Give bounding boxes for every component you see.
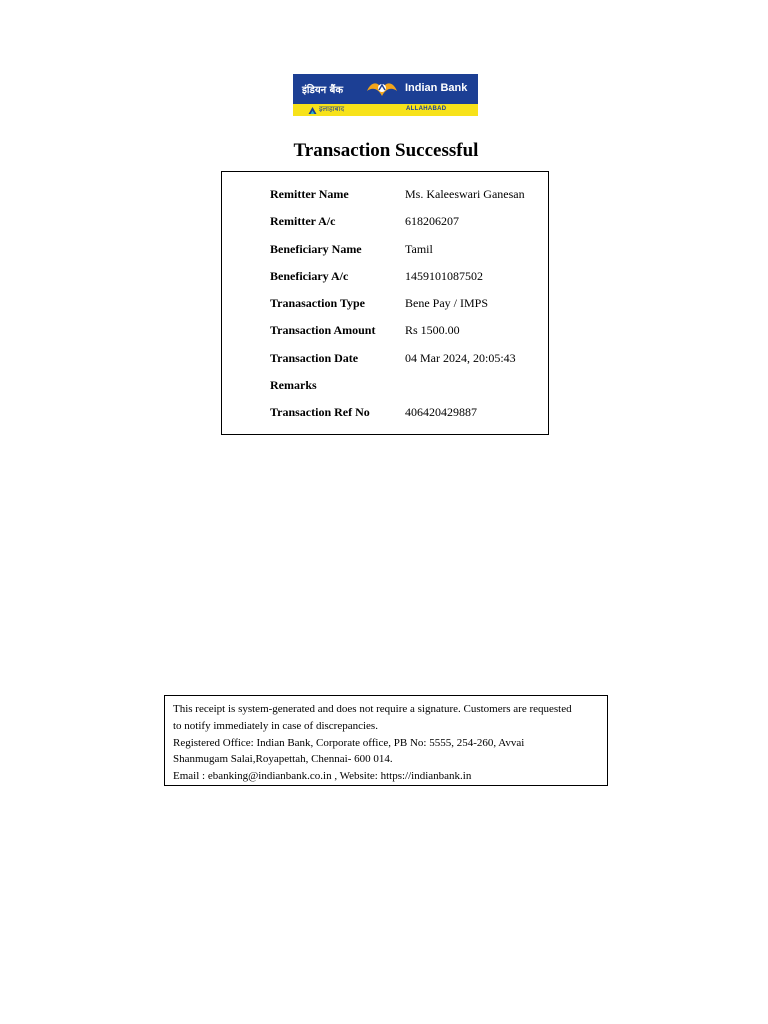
logo-hindi-name: इंडियन बैंक <box>302 85 344 96</box>
footer-line: to notify immediately in case of discrepancies. <box>173 719 378 732</box>
indian-bank-logo <box>293 74 478 116</box>
detail-value: 406420429887 <box>405 405 477 419</box>
receipt-footer-note <box>164 695 608 786</box>
detail-label: Tranasaction Type <box>270 296 366 310</box>
detail-value: 1459101087502 <box>405 269 483 283</box>
footer-line: This receipt is system-generated and does not require a signature. Customers are requested <box>173 703 572 715</box>
detail-label: Remarks <box>270 378 317 392</box>
allahabad-mark-icon <box>308 106 317 115</box>
detail-value: Bene Pay / IMPS <box>405 296 489 310</box>
footer-line: Registered Office: Indian Bank, Corporate office, PB No: 5555, 254-260, Avvai <box>173 736 525 749</box>
detail-value: 04 Mar 2024, 20:05:43 <box>405 351 516 365</box>
detail-label: Transaction Amount <box>270 323 376 337</box>
transaction-details-box <box>221 171 549 435</box>
bank-emblem-icon <box>365 77 399 103</box>
page-title: Transaction Successful <box>293 140 479 161</box>
logo-allahabad-english: ALLAHABAD <box>406 106 447 112</box>
logo-english-name: Indian Bank <box>405 82 468 94</box>
footer-line: Shanmugam Salai,Royapettah, Chennai- 600 014. <box>173 753 393 766</box>
detail-value: Rs 1500.00 <box>405 323 460 337</box>
detail-label: Transaction Ref No <box>270 405 370 419</box>
detail-label: Beneficiary Name <box>270 242 362 256</box>
detail-label: Remitter A/c <box>270 214 336 228</box>
logo-allahabad-hindi: इलाहाबाद <box>319 105 345 113</box>
detail-label: Beneficiary A/c <box>270 269 349 283</box>
detail-value: 618206207 <box>405 214 459 228</box>
detail-value: Ms. Kaleeswari Ganesan <box>405 187 525 201</box>
detail-label: Remitter Name <box>270 187 349 201</box>
detail-value: Tamil <box>405 242 433 256</box>
footer-line: Email : ebanking@indianbank.co.in , Website: https://indianbank.in <box>173 770 472 783</box>
detail-label: Transaction Date <box>270 351 359 365</box>
